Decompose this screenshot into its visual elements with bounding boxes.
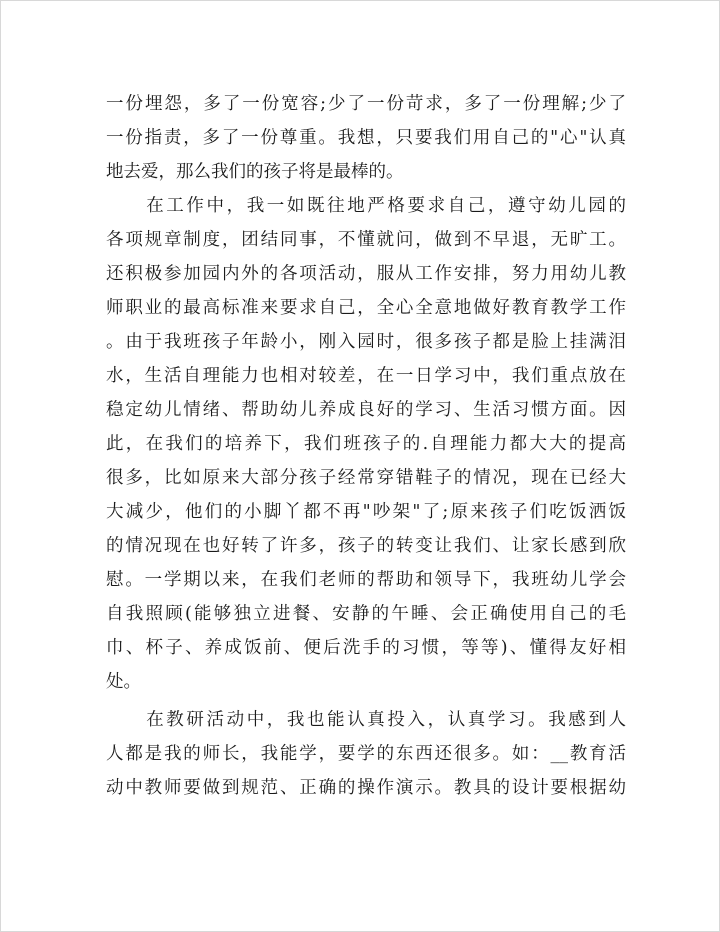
text-line: 稳定幼儿情绪、帮助幼儿养成良好的学习、生活习惯方面。因 [106,400,626,420]
text-line: 水，生活自理能力也相对较差，在一日学习中，我们重点放在 [106,366,626,386]
text-line: 还积极参加园内外的各项活动，服从工作安排，努力用幼儿教 [106,264,626,284]
text-line: 处。 [106,672,141,692]
text-line: 慰。一学期以来，在我们老师的帮助和领导下，我班幼儿学会 [106,570,626,590]
text-line: 人都是我的师长，我能学，要学的东西还很多。如：__教育活 [106,744,626,764]
text-line: 动中教师要做到规范、正确的操作演示。教具的设计要根据幼 [106,778,626,798]
text-line: 在工作中，我一如既往地严格要求自己，遵守幼儿园的 [106,196,626,216]
text-line: 一份埋怨，多了一份宽容;少了一份苛求，多了一份理解;少了 [106,94,626,114]
text-line: 自我照顾(能够独立进餐、安静的午睡、会正确使用自己的毛 [106,604,626,624]
text-line: 各项规章制度，团结同事，不懂就问，做到不早退，无旷工。 [106,230,626,250]
text-line: 在教研活动中，我也能认真投入，认真学习。我感到人 [106,710,626,730]
text-line: 一份指责，多了一份尊重。我想，只要我们用自己的"心"认真 [106,128,626,148]
text-line: 地去爱，那么我们的孩子将是最棒的。 [106,162,404,182]
text-line: 。由于我班孩子年龄小，刚入园时，很多孩子都是脸上挂满泪 [106,332,626,352]
text-line: 大减少，他们的小脚丫都不再"吵架"了;原来孩子们吃饭洒饭 [106,502,626,522]
text-line: 巾、杯子、养成饭前、便后洗手的习惯，等等)、懂得友好相 [106,638,626,658]
text-line: 的情况现在也好转了许多，孩子的转变让我们、让家长感到欣 [106,536,626,556]
text-line: 此，在我们的培养下，我们班孩子的.自理能力都大大的提高 [106,434,626,454]
text-line: 师职业的最高标准来要求自己，全心全意地做好教育教学工作 [106,298,626,318]
document-body [106,87,626,805]
text-line: 很多，比如原来大部分孩子经常穿错鞋子的情况，现在已经大 [106,468,626,488]
